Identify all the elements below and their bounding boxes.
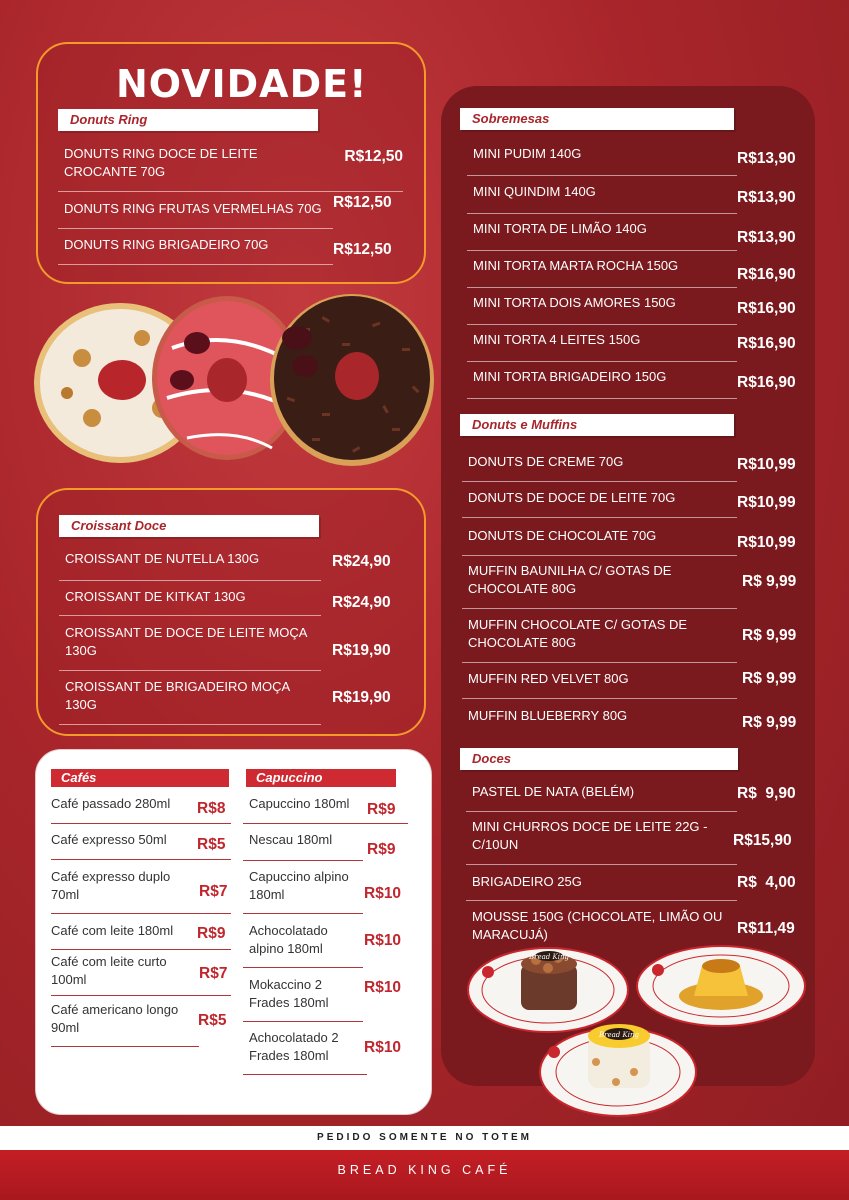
item-name: Mokaccino 2 Frades 180ml <box>249 977 329 1010</box>
item-name: Achocolatado alpino 180ml <box>249 923 328 956</box>
item-name: MUFFIN RED VELVET 80G <box>468 671 629 686</box>
item-name: DONUTS RING FRUTAS VERMELHAS 70G <box>64 201 322 216</box>
item-name: Café com leite 180ml <box>51 923 174 938</box>
item-price: R$ 9,99 <box>742 573 797 590</box>
item-price: R$16,90 <box>737 374 796 391</box>
item-price: R$ 9,99 <box>742 714 797 731</box>
item-price: R$12,50 <box>333 241 392 258</box>
item-name: DONUTS RING DOCE DE LEITE CROCANTE 70G <box>64 146 258 179</box>
item-price: R$10 <box>364 979 402 996</box>
item-name: Capuccino alpino 180ml <box>249 869 349 902</box>
menu-row[interactable] <box>51 1001 199 1047</box>
item-name: Café com leite curto 100ml <box>51 954 167 987</box>
menu-row[interactable] <box>243 868 363 914</box>
item-name: CROISSANT DE BRIGADEIRO MOÇA 130G <box>65 679 290 712</box>
menu-row[interactable] <box>467 145 737 176</box>
item-name: DONUTS RING BRIGADEIRO 70G <box>64 237 269 252</box>
item-price: R$ 4,00 <box>737 874 796 891</box>
item-price: R$10,99 <box>737 456 796 473</box>
item-name: DONUTS DE CREME 70G <box>468 454 624 469</box>
menu-row[interactable] <box>243 922 363 968</box>
menu-row[interactable] <box>462 489 737 518</box>
item-name: CROISSANT DE DOCE DE LEITE MOÇA 130G <box>65 625 307 658</box>
item-price: R$9 <box>367 841 396 858</box>
item-price: R$10 <box>364 1039 402 1056</box>
item-price: R$19,90 <box>332 642 391 659</box>
item-price: R$10 <box>364 932 402 949</box>
donuts-photo <box>22 288 442 488</box>
menu-row[interactable] <box>58 145 403 192</box>
item-name: Café americano longo 90ml <box>51 1002 179 1035</box>
item-name: Café expresso 50ml <box>51 832 167 847</box>
section-tab-sobremesas: Sobremesas <box>460 108 734 130</box>
item-price: R$10,99 <box>737 494 796 511</box>
footer-notice: PEDIDO SOMENTE NO TOTEM <box>0 1126 849 1150</box>
item-name: MINI TORTA 4 LEITES 150G <box>473 332 641 347</box>
item-price: R$7 <box>199 965 228 982</box>
menu-row[interactable] <box>467 257 737 288</box>
item-name: MOUSSE 150G (CHOCOLATE, LIMÃO OU MARACUJÁ) <box>472 909 723 942</box>
item-name: MINI QUINDIM 140G <box>473 184 596 199</box>
item-price: R$7 <box>199 883 228 900</box>
menu-row[interactable] <box>243 831 363 861</box>
item-price: R$ 9,90 <box>737 785 796 802</box>
plate-logo-text: Bread King <box>529 953 569 961</box>
menu-row[interactable] <box>243 1029 367 1075</box>
desserts-photo <box>466 944 812 1120</box>
menu-row[interactable] <box>59 624 321 671</box>
menu-row[interactable] <box>59 678 321 725</box>
menu-row[interactable] <box>59 550 321 581</box>
item-price: R$12,50 <box>333 194 392 211</box>
section-tab-cafes: Cafés <box>51 769 229 787</box>
item-name: MUFFIN BAUNILHA C/ GOTAS DE CHOCOLATE 80G <box>468 563 672 596</box>
menu-row[interactable] <box>467 183 737 214</box>
section-tab-doces: Doces <box>460 748 738 770</box>
item-price: R$5 <box>198 1012 227 1029</box>
donut-brigadeiro <box>270 294 434 466</box>
item-name: Café expresso duplo 70ml <box>51 869 171 902</box>
item-price: R$ 9,99 <box>742 670 797 687</box>
menu-row[interactable] <box>467 368 737 399</box>
menu-row[interactable] <box>466 908 737 948</box>
menu-row[interactable] <box>59 588 321 616</box>
menu-row[interactable] <box>58 236 333 265</box>
item-price: R$13,90 <box>737 189 796 206</box>
section-tab-donuts-ring: Donuts Ring <box>58 109 318 131</box>
item-name: MINI PUDIM 140G <box>473 146 582 161</box>
menu-row[interactable] <box>466 873 737 901</box>
item-name: MINI TORTA DE LIMÃO 140G <box>473 221 647 236</box>
item-name: BRIGADEIRO 25G <box>472 874 582 889</box>
menu-row[interactable] <box>58 200 333 229</box>
item-price: R$24,90 <box>332 553 391 570</box>
plate-pudim <box>637 946 805 1026</box>
section-tab-capuccino: Capuccino <box>246 769 396 787</box>
item-name: MUFFIN CHOCOLATE C/ GOTAS DE CHOCOLATE 80G <box>468 617 688 650</box>
item-name: MINI TORTA DOIS AMORES 150G <box>473 295 676 310</box>
item-name: PASTEL DE NATA (BELÉM) <box>472 784 635 799</box>
item-price: R$16,90 <box>737 300 796 317</box>
menu-row[interactable] <box>466 818 737 865</box>
menu-row[interactable] <box>462 616 737 663</box>
item-price: R$24,90 <box>332 594 391 611</box>
item-price: R$10 <box>364 885 402 902</box>
item-price: R$13,90 <box>737 150 796 167</box>
menu-row[interactable] <box>243 976 363 1022</box>
item-price: R$15,90 <box>733 832 792 849</box>
menu-row[interactable] <box>462 527 737 556</box>
item-price: R$ 9,99 <box>742 627 797 644</box>
item-price: R$13,90 <box>737 229 796 246</box>
item-price: R$9 <box>367 801 396 818</box>
item-name: CROISSANT DE NUTELLA 130G <box>65 551 260 566</box>
item-price: R$11,49 <box>737 920 795 937</box>
item-price: R$9 <box>197 925 226 942</box>
item-price: R$16,90 <box>737 335 796 352</box>
footer-brand: BREAD KING CAFÉ <box>0 1150 849 1200</box>
item-name: CROISSANT DE KITKAT 130G <box>65 589 246 604</box>
item-price: R$5 <box>197 836 226 853</box>
menu-row[interactable] <box>462 562 737 609</box>
item-name: Nescau 180ml <box>249 832 333 847</box>
item-price: R$10,99 <box>737 534 796 551</box>
item-name: DONUTS DE CHOCOLATE 70G <box>468 528 657 543</box>
item-name: DONUTS DE DOCE DE LEITE 70G <box>468 490 676 505</box>
item-price: R$12,50 <box>344 148 403 165</box>
menu-row[interactable] <box>467 331 737 362</box>
item-name: MINI TORTA MARTA ROCHA 150G <box>473 258 679 273</box>
item-price: R$8 <box>197 800 226 817</box>
plate-logo-text: Bread King <box>599 1031 639 1039</box>
novidade-title: NOVIDADE! <box>116 62 368 106</box>
menu-row[interactable] <box>466 783 737 812</box>
menu-row[interactable] <box>462 707 737 736</box>
section-tab-donuts-muffins: Donuts e Muffins <box>460 414 734 436</box>
menu-row[interactable] <box>467 220 737 251</box>
menu-row[interactable] <box>467 294 737 325</box>
item-price: R$16,90 <box>737 266 796 283</box>
menu-row[interactable] <box>462 453 737 482</box>
item-name: MINI CHURROS DOCE DE LEITE 22G - C/10UN <box>472 819 708 852</box>
item-name: Achocolatado 2 Frades 180ml <box>249 1030 339 1063</box>
item-price: R$19,90 <box>332 689 391 706</box>
item-name: MINI TORTA BRIGADEIRO 150G <box>473 369 667 384</box>
menu-row[interactable] <box>462 670 737 699</box>
section-tab-croissant: Croissant Doce <box>59 515 319 537</box>
item-name: Café passado 280ml <box>51 796 171 811</box>
item-name: MUFFIN BLUEBERRY 80G <box>468 708 628 723</box>
item-name: Capuccino 180ml <box>249 796 350 811</box>
